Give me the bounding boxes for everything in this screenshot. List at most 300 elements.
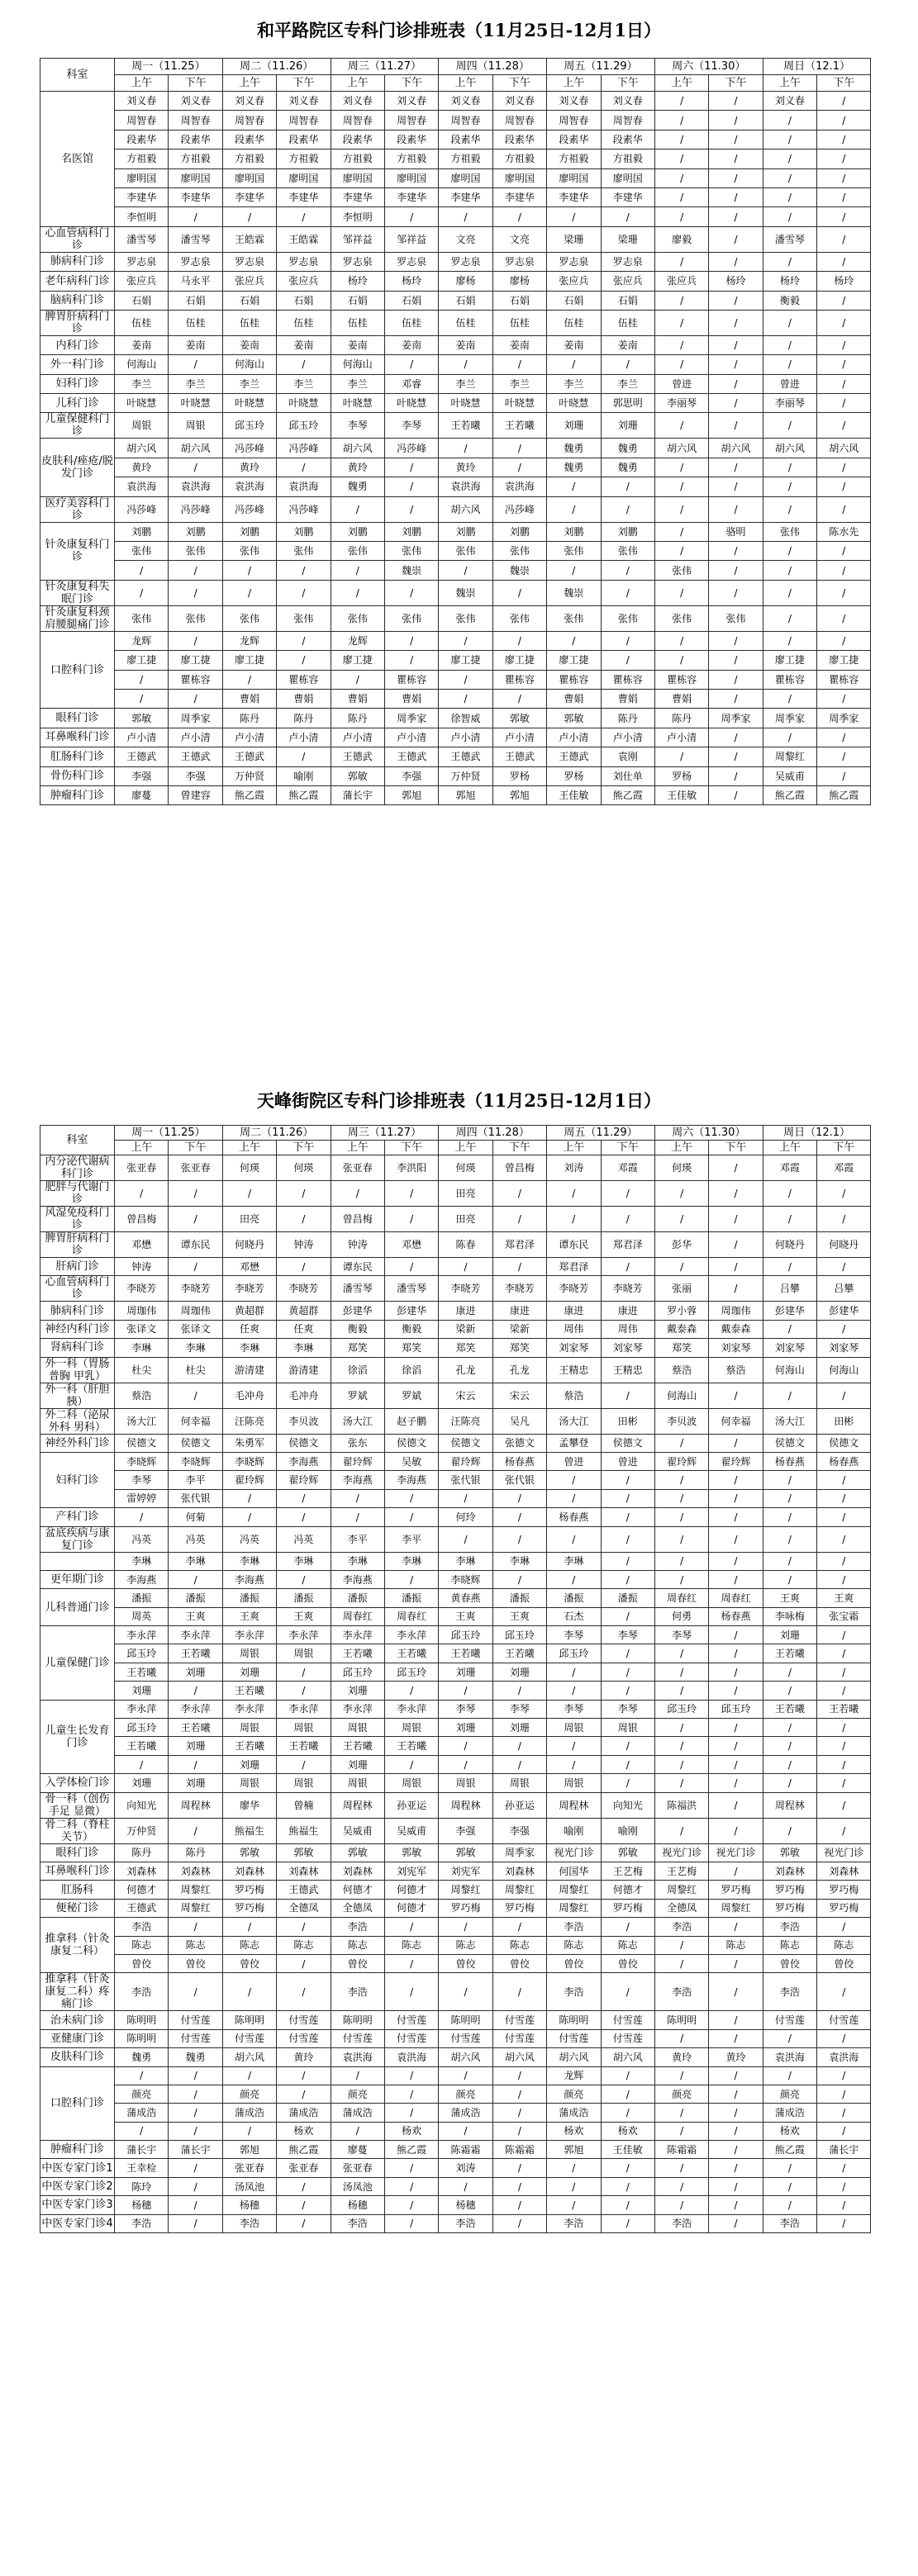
table-row: [40, 1918, 871, 1936]
doctor-cell: /: [601, 2159, 654, 2177]
doctor-cell: /: [763, 335, 816, 354]
doctor-cell: 李浩: [439, 2214, 492, 2232]
table-row: [40, 1408, 871, 1434]
doctor-cell: /: [763, 1719, 816, 1737]
doctor-cell: /: [492, 1737, 546, 1755]
doctor-cell: /: [222, 1973, 276, 2011]
doctor-cell: 谭东民: [331, 1258, 384, 1276]
doctor-cell: 李浩: [547, 1918, 601, 1936]
doctor-cell: /: [817, 149, 871, 168]
doctor-cell: /: [222, 1489, 276, 1507]
doctor-cell: 罗斌: [384, 1383, 438, 1408]
doctor-cell: 刘鹏: [277, 522, 331, 541]
table-row: [40, 272, 871, 291]
doctor-cell: /: [601, 2104, 654, 2122]
doctor-cell: 周程林: [331, 1792, 384, 1818]
doctor-cell: 李晓芳: [115, 1276, 169, 1302]
pm-header: 下午: [384, 1141, 438, 1155]
doctor-cell: /: [817, 766, 871, 785]
table-row: [40, 1792, 871, 1818]
day-header: 周一（11.25）: [115, 1126, 223, 1141]
doctor-cell: /: [817, 2066, 871, 2085]
doctor-cell: /: [439, 439, 492, 458]
doctor-cell: 李浩: [115, 1973, 169, 2011]
dept-name: 皮肤科/痤疮/脱发门诊: [40, 439, 115, 496]
doctor-cell: 李海燕: [277, 1452, 331, 1470]
doctor-cell: 刘义春: [763, 92, 816, 111]
doctor-cell: 胡六风: [654, 439, 708, 458]
doctor-cell: 李强: [492, 1818, 546, 1843]
doctor-cell: 张德文: [492, 1434, 546, 1452]
doctor-cell: 黄玲: [277, 2048, 331, 2066]
doctor-cell: 刘义春: [492, 92, 546, 111]
doctor-cell: /: [763, 631, 816, 650]
doctor-cell: 李建华: [547, 187, 601, 206]
pm-header: 下午: [277, 1141, 331, 1155]
doctor-cell: /: [709, 149, 763, 168]
doctor-cell: 卢小清: [169, 728, 222, 747]
doctor-cell: 田彬: [601, 1408, 654, 1434]
doctor-cell: 李平: [384, 1526, 438, 1552]
doctor-cell: /: [763, 1383, 816, 1408]
doctor-cell: 瞿栋容: [601, 670, 654, 689]
doctor-cell: /: [384, 1918, 438, 1936]
doctor-cell: 李浩: [654, 1973, 708, 2011]
doctor-cell: /: [709, 670, 763, 689]
dept-name: 肿瘤科门诊: [40, 2141, 115, 2159]
doctor-cell: 邓霞: [601, 1155, 654, 1181]
doctor-cell: 袁洪海: [331, 2048, 384, 2066]
table-row: [40, 1881, 871, 1899]
doctor-cell: /: [654, 1818, 708, 1843]
doctor-cell: /: [277, 1207, 331, 1232]
doctor-cell: /: [817, 310, 871, 335]
am-header: 上午: [331, 1141, 384, 1155]
doctor-cell: 侯德文: [384, 1434, 438, 1452]
doctor-cell: 袁洪海: [115, 477, 169, 496]
doctor-cell: 衡毅: [331, 1320, 384, 1338]
doctor-cell: 侯德文: [277, 1434, 331, 1452]
doctor-cell: 李琳: [439, 1552, 492, 1570]
doctor-cell: /: [817, 1682, 871, 1700]
doctor-cell: 刘家琴: [817, 1339, 871, 1357]
table-row: [40, 1383, 871, 1408]
doctor-cell: 游清建: [222, 1357, 276, 1383]
table-row: [40, 2196, 871, 2214]
doctor-cell: 伍桂: [439, 310, 492, 335]
doctor-cell: /: [709, 1181, 763, 1207]
doctor-cell: 罗巧梅: [601, 1899, 654, 1917]
doctor-cell: /: [709, 766, 763, 785]
doctor-cell: 邓睿: [384, 374, 438, 393]
doctor-cell: 瞿栋容: [817, 670, 871, 689]
doctor-cell: /: [492, 2085, 546, 2103]
doctor-cell: 梁新: [492, 1320, 546, 1338]
doctor-cell: /: [763, 1471, 816, 1489]
doctor-cell: 张伟: [384, 605, 438, 631]
doctor-cell: 李浩: [654, 1918, 708, 1936]
doctor-cell: /: [763, 207, 816, 226]
doctor-cell: 冯英: [115, 1526, 169, 1552]
doctor-cell: 郭旭: [384, 785, 438, 804]
doctor-cell: 戴泰森: [654, 1320, 708, 1338]
doctor-cell: 李平: [169, 1471, 222, 1489]
doctor-cell: /: [654, 207, 708, 226]
doctor-cell: 罗巧梅: [222, 1899, 276, 1917]
doctor-cell: 熊乙霞: [222, 785, 276, 804]
doctor-cell: /: [169, 580, 222, 605]
doctor-cell: 李永萍: [115, 1626, 169, 1644]
doctor-cell: 周银: [492, 1774, 546, 1792]
doctor-cell: /: [709, 689, 763, 708]
doctor-cell: /: [384, 1508, 438, 1526]
table-row: [40, 1626, 871, 1644]
doctor-cell: /: [709, 310, 763, 335]
doctor-cell: /: [601, 1508, 654, 1526]
doctor-cell: 蒲成浩: [222, 2104, 276, 2122]
doctor-cell: 袁洪海: [492, 477, 546, 496]
doctor-cell: 李兰: [331, 374, 384, 393]
doctor-cell: 李海燕: [115, 1570, 169, 1588]
doctor-cell: 周黎红: [654, 1881, 708, 1899]
doctor-cell: /: [277, 1508, 331, 1526]
doctor-cell: 张应兵: [115, 272, 169, 291]
doctor-cell: 段素华: [601, 130, 654, 149]
doctor-cell: 李琳: [331, 1552, 384, 1570]
doctor-cell: /: [277, 207, 331, 226]
doctor-cell: 付雪莲: [384, 2029, 438, 2047]
doctor-cell: 李平: [331, 1526, 384, 1552]
doctor-cell: 李浩: [763, 2214, 816, 2232]
doctor-cell: /: [763, 1181, 816, 1207]
table-row: [40, 1434, 871, 1452]
doctor-cell: /: [817, 1207, 871, 1232]
doctor-cell: /: [763, 1489, 816, 1507]
header-row-halfday: [40, 75, 871, 92]
pm-header: 下午: [169, 1141, 222, 1155]
doctor-cell: 刘珊: [331, 1755, 384, 1773]
doctor-cell: /: [763, 413, 816, 439]
doctor-cell: 周季家: [384, 709, 438, 728]
doctor-cell: 姜南: [169, 335, 222, 354]
table-row: [40, 1232, 871, 1258]
doctor-cell: 魏勇: [115, 2048, 169, 2066]
table-row: [40, 605, 871, 631]
doctor-cell: 李琳: [277, 1339, 331, 1357]
doctor-cell: 曾佼: [817, 1954, 871, 1972]
doctor-cell: 刘森林: [115, 1862, 169, 1880]
doctor-cell: 刘义春: [601, 92, 654, 111]
doctor-cell: /: [709, 335, 763, 354]
table-row: [40, 1320, 871, 1338]
doctor-cell: 蔡浩: [547, 1383, 601, 1408]
doctor-cell: /: [115, 1755, 169, 1773]
doctor-cell: /: [817, 728, 871, 747]
doctor-cell: /: [709, 1682, 763, 1700]
doctor-cell: 石娟: [547, 291, 601, 310]
doctor-cell: 冯莎峰: [277, 439, 331, 458]
doctor-cell: 李强: [169, 766, 222, 785]
doctor-cell: 罗杨: [492, 766, 546, 785]
doctor-cell: 王若曦: [331, 1644, 384, 1663]
doctor-cell: 陈明明: [331, 2011, 384, 2029]
doctor-cell: 田亮: [439, 1181, 492, 1207]
doctor-cell: /: [654, 1644, 708, 1663]
doctor-cell: 李丽琴: [763, 394, 816, 413]
doctor-cell: 叶晓慧: [547, 394, 601, 413]
doctor-cell: 李琳: [547, 1552, 601, 1570]
doctor-cell: 段素华: [331, 130, 384, 149]
doctor-cell: 段素华: [277, 130, 331, 149]
doctor-cell: 潘振: [492, 1589, 546, 1607]
doctor-cell: 何海山: [222, 355, 276, 374]
am-header: 上午: [331, 75, 384, 92]
doctor-cell: /: [601, 1471, 654, 1489]
doctor-cell: 周黎红: [169, 1881, 222, 1899]
doctor-cell: 廖工捷: [492, 651, 546, 670]
doctor-cell: /: [654, 187, 708, 206]
doctor-cell: 李建华: [439, 187, 492, 206]
dept-name: 便秘门诊: [40, 1899, 115, 1917]
doctor-cell: 李琴: [547, 1626, 601, 1644]
table-row: [40, 1155, 871, 1181]
doctor-cell: 袁洪海: [763, 2048, 816, 2066]
doctor-cell: /: [547, 207, 601, 226]
doctor-cell: 杜尖: [169, 1357, 222, 1383]
dept-name: 心血管病科门诊: [40, 1276, 115, 1302]
doctor-cell: 熊福生: [222, 1818, 276, 1843]
doctor-cell: 李建华: [222, 187, 276, 206]
doctor-cell: 刘珊: [547, 413, 601, 439]
doctor-cell: /: [169, 1973, 222, 2011]
doctor-cell: 王德武: [547, 747, 601, 766]
doctor-cell: 游清建: [277, 1357, 331, 1383]
doctor-cell: 杨穗: [115, 2196, 169, 2214]
doctor-cell: /: [547, 2177, 601, 2195]
table-row: [40, 1607, 871, 1625]
doctor-cell: 李浩: [115, 2214, 169, 2232]
doctor-cell: 张代银: [492, 1471, 546, 1489]
dept-name: 骨一科（创伤 手足 显微）: [40, 1792, 115, 1818]
table-row: [40, 1719, 871, 1737]
doctor-cell: 卢小清: [547, 728, 601, 747]
doctor-cell: 熊乙霞: [384, 2141, 438, 2159]
doctor-cell: /: [547, 1682, 601, 1700]
doctor-cell: /: [169, 2177, 222, 2195]
doctor-cell: /: [763, 1258, 816, 1276]
doctor-cell: /: [384, 2104, 438, 2122]
doctor-cell: 李兰: [222, 374, 276, 393]
doctor-cell: /: [654, 1508, 708, 1526]
doctor-cell: 视光门诊: [817, 1843, 871, 1862]
doctor-cell: /: [709, 1792, 763, 1818]
doctor-cell: 罗志泉: [222, 252, 276, 271]
doctor-cell: 胡六风: [601, 2048, 654, 2066]
doctor-cell: /: [654, 310, 708, 335]
doctor-cell: 瞿栋容: [169, 670, 222, 689]
doctor-cell: 姜南: [601, 335, 654, 354]
dept-name: 名医馆: [40, 92, 115, 227]
doctor-cell: 何瑛: [439, 1155, 492, 1181]
doctor-cell: /: [709, 2011, 763, 2029]
doctor-cell: 廖明国: [222, 168, 276, 187]
doctor-cell: /: [763, 1755, 816, 1773]
doctor-cell: 方祖毅: [492, 149, 546, 168]
doctor-cell: 文亮: [492, 226, 546, 252]
table-row: [40, 2177, 871, 2195]
doctor-cell: 魏勇: [601, 458, 654, 477]
doctor-cell: 杨欢: [763, 2122, 816, 2140]
doctor-cell: 何海山: [115, 355, 169, 374]
doctor-cell: 胡六风: [709, 439, 763, 458]
doctor-cell: 叶晓慧: [439, 394, 492, 413]
doctor-cell: 郭旭: [547, 2141, 601, 2159]
doctor-cell: 梁珊: [601, 226, 654, 252]
doctor-cell: /: [709, 477, 763, 496]
doctor-cell: 李琴: [547, 1700, 601, 1718]
doctor-cell: /: [817, 747, 871, 766]
doctor-cell: /: [709, 1471, 763, 1489]
table-row: [40, 1954, 871, 1972]
doctor-cell: /: [654, 1663, 708, 1681]
doctor-cell: 任爽: [277, 1320, 331, 1338]
doctor-cell: 李琳: [492, 1552, 546, 1570]
doctor-cell: /: [277, 1755, 331, 1773]
doctor-cell: /: [654, 111, 708, 130]
doctor-cell: 付雪莲: [492, 2029, 546, 2047]
doctor-cell: 刘义春: [331, 92, 384, 111]
doctor-cell: /: [654, 747, 708, 766]
doctor-cell: /: [763, 1552, 816, 1570]
doctor-cell: 康进: [601, 1302, 654, 1320]
doctor-cell: 冯莎峰: [384, 439, 438, 458]
am-header: 上午: [439, 75, 492, 92]
doctor-cell: 汤大江: [547, 1408, 601, 1434]
doctor-cell: 周银: [384, 1719, 438, 1737]
doctor-cell: 康进: [492, 1302, 546, 1320]
doctor-cell: /: [169, 631, 222, 650]
doctor-cell: 蒲成浩: [277, 2104, 331, 2122]
am-header: 上午: [763, 75, 816, 92]
doctor-cell: 杨玲: [709, 272, 763, 291]
doctor-cell: 姜南: [222, 335, 276, 354]
doctor-cell: /: [601, 1644, 654, 1663]
dept-name: 耳鼻喉科门诊: [40, 1862, 115, 1880]
doctor-cell: 曾进: [601, 1452, 654, 1470]
doctor-cell: /: [169, 1207, 222, 1232]
doctor-cell: /: [654, 2066, 708, 2085]
doctor-cell: /: [763, 1663, 816, 1681]
doctor-cell: 袁洪海: [817, 2048, 871, 2066]
doctor-cell: 胡六风: [439, 496, 492, 522]
doctor-cell: /: [439, 355, 492, 374]
doctor-cell: 张宝霜: [817, 1607, 871, 1625]
doctor-cell: /: [654, 1489, 708, 1507]
doctor-cell: 钟涛: [115, 1258, 169, 1276]
doctor-cell: 李晓辉: [115, 1452, 169, 1470]
table-row: [40, 1899, 871, 1917]
doctor-cell: 胡六风: [439, 2048, 492, 2066]
doctor-cell: 郭敏: [222, 1843, 276, 1862]
doctor-cell: /: [384, 477, 438, 496]
doctor-cell: /: [817, 1471, 871, 1489]
doctor-cell: /: [709, 226, 763, 252]
doctor-cell: /: [222, 2122, 276, 2140]
doctor-cell: 龙辉: [331, 631, 384, 650]
doctor-cell: 邱玉玲: [115, 1644, 169, 1663]
doctor-cell: 王若曦: [439, 413, 492, 439]
doctor-cell: 郭敏: [763, 1843, 816, 1862]
doctor-cell: /: [654, 291, 708, 310]
doctor-cell: /: [601, 1258, 654, 1276]
doctor-cell: /: [169, 1383, 222, 1408]
table-row: [40, 1339, 871, 1357]
doctor-cell: /: [601, 355, 654, 374]
doctor-cell: /: [169, 1570, 222, 1588]
doctor-cell: 熊乙霞: [277, 2141, 331, 2159]
doctor-cell: 罗志泉: [492, 252, 546, 271]
doctor-cell: 邱玉玲: [492, 1626, 546, 1644]
doctor-cell: 罗志泉: [384, 252, 438, 271]
doctor-cell: 黄玲: [439, 458, 492, 477]
doctor-cell: 孟攀登: [547, 1434, 601, 1452]
doctor-cell: 何勇: [654, 1607, 708, 1625]
doctor-cell: 田亮: [439, 1207, 492, 1232]
doctor-cell: 付雪莲: [601, 2011, 654, 2029]
doctor-cell: 李琴: [384, 413, 438, 439]
doctor-cell: 任爽: [222, 1320, 276, 1338]
doctor-cell: 王若曦: [439, 1644, 492, 1663]
doctor-cell: 李浩: [331, 1918, 384, 1936]
doctor-cell: 周春红: [384, 1607, 438, 1625]
doctor-cell: 翟玲辉: [709, 1452, 763, 1470]
doctor-cell: /: [654, 252, 708, 271]
doctor-cell: 李浩: [547, 2214, 601, 2232]
doctor-cell: 周英: [115, 1607, 169, 1625]
doctor-cell: 邱玉玲: [547, 1644, 601, 1663]
doctor-cell: 郭旭: [492, 785, 546, 804]
doctor-cell: /: [439, 1973, 492, 2011]
doctor-cell: /: [492, 2214, 546, 2232]
doctor-cell: 何海山: [817, 1357, 871, 1383]
doctor-cell: /: [331, 2122, 384, 2140]
doctor-cell: 邱玉玲: [384, 1663, 438, 1681]
doctor-cell: 黄玲: [331, 458, 384, 477]
doctor-cell: 刘珊: [492, 1663, 546, 1681]
doctor-cell: 郭敏: [384, 1843, 438, 1862]
doctor-cell: 赵子鹏: [384, 1408, 438, 1434]
doctor-cell: 魏勇: [169, 2048, 222, 2066]
doctor-cell: 卢小清: [601, 728, 654, 747]
doctor-cell: 万仲贤: [439, 766, 492, 785]
doctor-cell: 曾进: [547, 1452, 601, 1470]
doctor-cell: 罗巧梅: [763, 1899, 816, 1917]
table-row: [40, 1774, 871, 1792]
doctor-cell: 李贝波: [654, 1408, 708, 1434]
doctor-cell: 杨玲: [384, 272, 438, 291]
doctor-cell: 瞿栋容: [654, 670, 708, 689]
doctor-cell: 李兰: [169, 374, 222, 393]
doctor-cell: /: [169, 1818, 222, 1843]
table-row: [40, 1357, 871, 1383]
doctor-cell: 何海山: [654, 1383, 708, 1408]
doctor-cell: 廖工捷: [222, 651, 276, 670]
doctor-cell: 王德武: [492, 747, 546, 766]
doctor-cell: /: [763, 355, 816, 374]
pm-header: 下午: [817, 1141, 871, 1155]
doctor-cell: /: [654, 1682, 708, 1700]
doctor-cell: /: [817, 168, 871, 187]
